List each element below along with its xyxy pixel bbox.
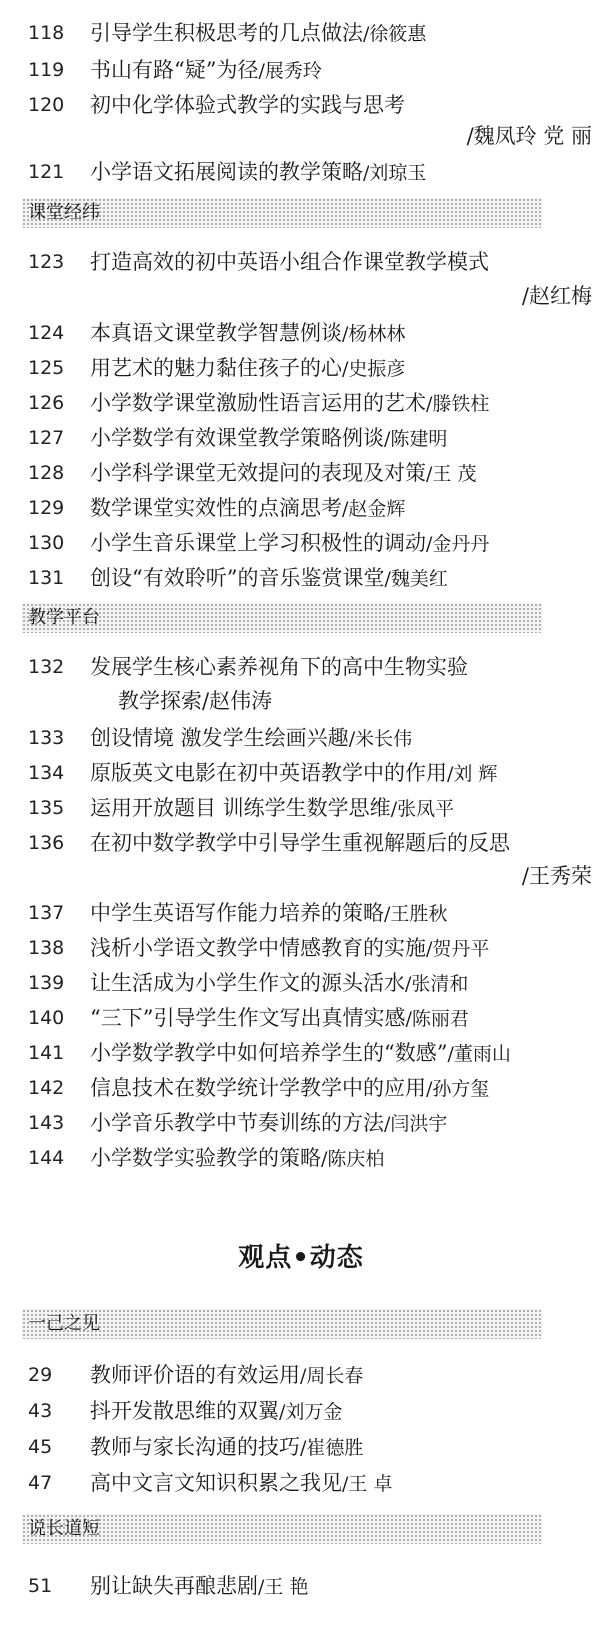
toc-entry[interactable] xyxy=(0,458,602,488)
entry-author: /刘万金 xyxy=(279,1401,343,1423)
toc-entry[interactable] xyxy=(0,1571,602,1601)
entry-author: /徐筱惠 xyxy=(363,23,427,45)
entry-title: “三下”引导学生作文写出真情实感 xyxy=(90,1006,406,1030)
entry-author: /展秀玲 xyxy=(258,60,322,82)
toc-entry[interactable] xyxy=(0,758,602,788)
toc-entry[interactable] xyxy=(0,1073,602,1103)
page-number: 43 xyxy=(28,1400,53,1422)
section-header xyxy=(22,603,542,633)
entry-title: 小学科学课堂无效提问的表现及对策 xyxy=(90,461,426,485)
entry-title: 中学生英语写作能力培养的策略 xyxy=(90,901,384,925)
entry-author: /张凤平 xyxy=(390,798,455,820)
entry-title: 教师与家长沟通的技巧 xyxy=(90,1435,300,1459)
entry-author: /崔德胜 xyxy=(300,1437,364,1459)
entry-author: /董雨山 xyxy=(447,1043,511,1065)
entry-author: /陈庆柏 xyxy=(321,1148,385,1170)
entry-title: 发展学生核心素养视角下的高中生物实验 xyxy=(90,655,468,679)
entry-title: 原版英文电影在初中英语教学中的作用 xyxy=(90,761,447,785)
page-number: 124 xyxy=(28,322,65,344)
page-number: 131 xyxy=(28,567,65,589)
entry-author: /金丹丹 xyxy=(426,533,490,555)
entry-author: /米长伟 xyxy=(348,728,413,750)
entry-title: 本真语文课堂教学智慧例谈 xyxy=(90,321,342,345)
entry-author: /刘琼玉 xyxy=(363,162,427,184)
toc-entry[interactable] xyxy=(0,652,602,682)
entry-title: 教师评价语的有效运用 xyxy=(90,1363,300,1387)
page-number: 141 xyxy=(28,1042,65,1064)
toc-entry[interactable] xyxy=(0,1360,602,1390)
page-number: 130 xyxy=(28,532,65,554)
entry-author: /王 卓 xyxy=(342,1473,393,1495)
section-title: 课堂经纬 xyxy=(28,202,100,223)
page-number: 51 xyxy=(28,1575,53,1597)
entry-title: 别让缺失再酿悲剧 xyxy=(90,1574,258,1598)
page-number: 136 xyxy=(28,832,65,854)
toc-entry[interactable] xyxy=(0,1143,602,1173)
toc-entry[interactable] xyxy=(0,318,602,348)
page-number: 135 xyxy=(28,797,65,819)
entry-title: 小学语文拓展阅读的教学策略 xyxy=(90,160,363,184)
entry-title: 让生活成为小学生作文的源头活水 xyxy=(90,971,405,995)
page-number: 132 xyxy=(28,656,65,678)
section-header xyxy=(22,1309,542,1339)
page-number: 121 xyxy=(28,161,65,183)
entry-title: 创设情境 激发学生绘画兴趣 xyxy=(90,726,349,750)
entry-title: 打造高效的初中英语小组合作课堂教学模式 xyxy=(90,250,489,274)
page-number: 128 xyxy=(28,462,65,484)
page-number: 143 xyxy=(28,1112,65,1134)
toc-entry[interactable] xyxy=(0,723,602,753)
entry-author: /滕铁柱 xyxy=(426,393,490,415)
toc-entry[interactable] xyxy=(0,388,602,418)
entry-title: 小学数学教学中如何培养学生的“数感” xyxy=(90,1041,448,1065)
entry-title: 小学数学课堂激励性语言运用的艺术 xyxy=(90,391,426,415)
entry-author: /史振彦 xyxy=(342,358,406,380)
entry-author: /王 艳 xyxy=(258,1576,309,1598)
page-number: 144 xyxy=(28,1147,65,1169)
page-number: 120 xyxy=(28,94,65,116)
toc-entry[interactable] xyxy=(0,493,602,523)
entry-title: 小学生音乐课堂上学习积极性的调动 xyxy=(90,531,426,555)
entry-title: 在初中数学教学中引导学生重视解题后的反思 xyxy=(90,831,510,855)
page-number: 123 xyxy=(28,251,65,273)
toc-entry[interactable] xyxy=(0,1432,602,1462)
toc-entry[interactable] xyxy=(0,793,602,823)
entry-title: 书山有路“疑”为径 xyxy=(90,58,259,82)
entry-title: 小学音乐教学中节奏训练的方法 xyxy=(90,1111,384,1135)
entry-author: /周长春 xyxy=(300,1365,364,1387)
page-number: 47 xyxy=(28,1472,53,1494)
entry-author: /孙方玺 xyxy=(426,1078,490,1100)
section-title: 教学平台 xyxy=(28,607,100,628)
page-number: 45 xyxy=(28,1436,53,1458)
entry-author: /贺丹平 xyxy=(426,938,490,960)
toc-entry[interactable] xyxy=(0,528,602,558)
toc-entry[interactable] xyxy=(0,1108,602,1138)
toc-entry[interactable] xyxy=(0,828,602,858)
toc-entry[interactable] xyxy=(0,247,602,277)
entry-title: 信息技术在数学统计学教学中的应用 xyxy=(90,1076,426,1100)
entry-title: 初中化学体验式教学的实践与思考 xyxy=(90,93,405,117)
entry-author: /魏美红 xyxy=(384,568,448,590)
entry-author: /赵金辉 xyxy=(342,498,406,520)
entry-title: 引导学生积极思考的几点做法 xyxy=(90,21,363,45)
page-number: 118 xyxy=(28,22,65,44)
page-number: 142 xyxy=(28,1077,65,1099)
page-number: 137 xyxy=(28,902,65,924)
entry-title: 浅析小学语文教学中情感教育的实施 xyxy=(90,936,426,960)
page-number: 134 xyxy=(28,762,65,784)
page-number: 119 xyxy=(28,59,65,81)
section-title: 说长道短 xyxy=(28,1518,100,1539)
entry-author: /王胜秋 xyxy=(384,903,448,925)
entry-author-continuation: /魏凤玲 党 丽 xyxy=(466,124,592,148)
page-number: 139 xyxy=(28,972,65,994)
section-title: 一己之见 xyxy=(28,1313,100,1334)
toc-entry[interactable] xyxy=(0,353,602,383)
toc-entry[interactable] xyxy=(0,1038,602,1068)
toc-entry[interactable] xyxy=(0,968,602,998)
entry-title: 创设“有效聆听”的音乐鉴赏课堂 xyxy=(90,566,385,590)
page-number: 127 xyxy=(28,427,65,449)
entry-author: /刘 辉 xyxy=(447,763,498,785)
entry-title: 抖开发散思维的双翼 xyxy=(90,1399,279,1423)
entry-title: 用艺术的魅力黏住孩子的心 xyxy=(90,356,342,380)
entry-author-continuation: /赵红梅 xyxy=(521,284,592,308)
toc-entry[interactable] xyxy=(0,90,602,120)
entry-author: /杨林林 xyxy=(342,323,406,345)
page-number: 138 xyxy=(28,937,65,959)
entry-title: 高中文言文知识积累之我见 xyxy=(90,1471,342,1495)
toc-entry[interactable] xyxy=(0,563,602,593)
toc-entry[interactable] xyxy=(0,18,602,48)
column-heading: 观点•动态 xyxy=(238,1243,364,1273)
page-number: 133 xyxy=(28,727,65,749)
toc-entry[interactable] xyxy=(0,1396,602,1426)
entry-author: /张清和 xyxy=(405,973,469,995)
entry-title: 数学课堂实效性的点滴思考 xyxy=(90,496,342,520)
entry-author: /陈丽君 xyxy=(405,1008,469,1030)
page-number: 140 xyxy=(28,1007,65,1029)
toc-entry[interactable] xyxy=(0,898,602,928)
entry-author: /王 茂 xyxy=(426,463,477,485)
page-number: 129 xyxy=(28,497,65,519)
toc-entry[interactable] xyxy=(0,933,602,963)
entry-author: /闫洪宇 xyxy=(384,1113,448,1135)
toc-entry[interactable] xyxy=(0,55,602,85)
section-header xyxy=(22,198,542,228)
entry-author: /陈建明 xyxy=(384,428,448,450)
page-number: 125 xyxy=(28,357,65,379)
entry-title: 小学数学实验教学的策略 xyxy=(90,1146,321,1170)
entry-title: 运用开放题目 训练学生数学思维 xyxy=(90,796,391,820)
toc-entry[interactable] xyxy=(0,1003,602,1033)
toc-entry[interactable] xyxy=(0,1468,602,1498)
page-number: 29 xyxy=(28,1364,53,1386)
entry-title-continuation: 教学探索/赵伟涛 xyxy=(118,689,273,713)
page-number: 126 xyxy=(28,392,65,414)
entry-author-continuation: /王秀荣 xyxy=(521,864,592,888)
section-header xyxy=(22,1514,542,1544)
toc-entry[interactable] xyxy=(0,157,602,187)
toc-entry[interactable] xyxy=(0,423,602,453)
entry-title: 小学数学有效课堂教学策略例谈 xyxy=(90,426,384,450)
